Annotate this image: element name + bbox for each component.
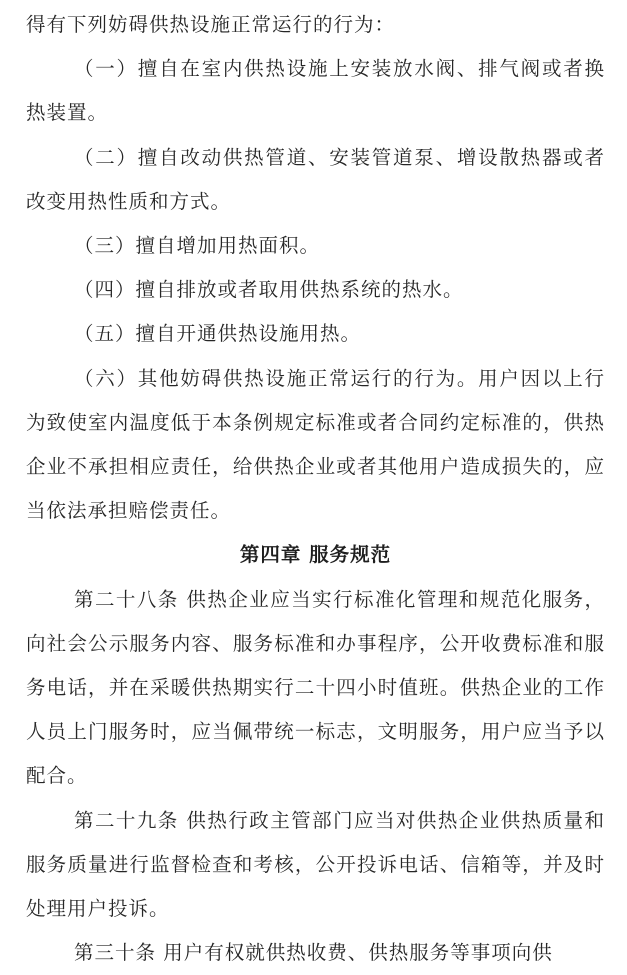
list-item-1: （一）擅自在室内供热设施上安装放水阀、排气阀或者换热装置。 (26, 57, 605, 125)
chapter-heading: 第四章 服务规范 (239, 543, 392, 567)
list-item-4: （四）擅自排放或者取用供热系统的热水。 (74, 278, 464, 302)
article-28: 第二十八条 供热企业应当实行标准化管理和规范化服务，向社会公示服务内容、服务标准和办事程序，公开收费标准和服务电话，并在采暖供热期实行二十四小时值班。供热企业的工作人员上门服务时，应当佩带统一标志，文明服务，用户应当予以配合。 (26, 587, 605, 788)
article-29: 第二十九条 供热行政主管部门应当对供热企业供热质量和服务质量进行监督检查和考核，公开投诉电话、信箱等，并及时处理用户投诉。 (26, 808, 605, 921)
paragraph-continuation: 得有下列妨碍供热设施正常运行的行为： (26, 13, 396, 36)
list-item-2: （二）擅自改动供热管道、安装管道泵、增设散热器或者改变用热性质和方式。 (26, 145, 605, 213)
list-item-6: （六）其他妨碍供热设施正常运行的行为。用户因以上行为致使室内温度低于本条例规定标准或者合同约定标准的，供热企业不承担相应责任，给供热企业或者其他用户造成损失的，应当依法承担赔偿责任。 (26, 366, 605, 523)
article-30: 第三十条 用户有权就供热收费、供热服务等事项向供 (74, 941, 553, 965)
list-item-5: （五）擅自开通供热设施用热。 (74, 322, 362, 346)
list-item-3: （三）擅自增加用热面积。 (74, 234, 321, 258)
